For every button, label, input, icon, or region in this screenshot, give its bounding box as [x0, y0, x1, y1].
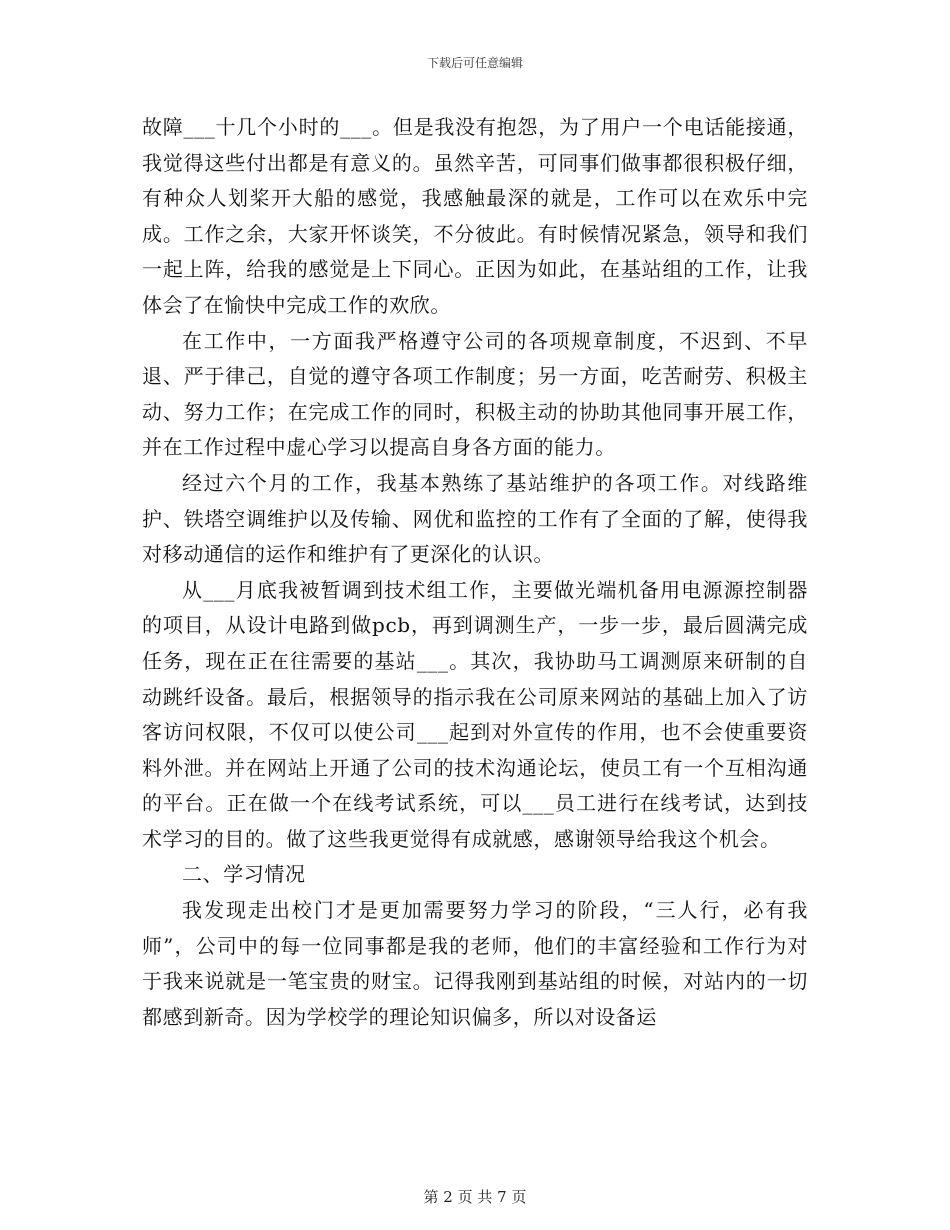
paragraph-6: 我发现走出校门才是更加需要努力学习的阶段，“三人行，必有我师”，公司中的每一位同事都是我的老师，他们的丰富经验和工作行为对于我来说就是一笔宝贵的财宝。记得我刚到基站组的时候，对站内的一切都感到新奇。因为学校学的理论知识偏多，所以对设备运 [142, 898, 808, 1029]
paragraph-3: 经过六个月的工作，我基本熟练了基站维护的各项工作。对线路维护、铁塔空调维护以及传输、网优和监控的工作有了全面的了解，使得我对移动通信的运作和维护有了更深化的认识。 [142, 470, 808, 567]
page-footer-indicator: 第 2 页 共 7 页 [423, 1188, 527, 1206]
paragraph-1: 故障___十几个小时的___。但是我没有抱怨，为了用户一个电话能接通，我觉得这些付出都是有意义的。虽然辛苦，可同事们做事都很积极仔细，有种众人划桨开大船的感觉，我感触最深的就是，工作可以在欢乐中完成。工作之余，大家开怀谈笑，不分彼此。有时候情况紧急，领导和我们一起上阵，给我的感觉是上下同心。正因为如此，在基站组的工作，让我体会了在愉快中完成工作的欢欣。 [142, 115, 808, 317]
page-header-note: 下载后可任意编辑 [426, 56, 523, 70]
document-body [142, 110, 808, 1035]
paragraph-2: 在工作中，一方面我严格遵守公司的各项规章制度，不迟到、不早退、严于律己，自觉的遵守各项工作制度；另一方面，吃苦耐劳、积极主动、努力工作；在完成工作的同时，积极主动的协助其他同事开展工作，并在工作过程中虚心学习以提高自身各方面的能力。 [142, 328, 808, 460]
paragraph-4: 从___月底我被暂调到技术组工作，主要做光端机备用电源源控制器的项目，从设计电路到做pcb，再到调测生产，一步一步，最后圆满完成任务，现在正在往需要的基站___。其次，我协助马工调测原来研制的自动跳纤设备。最后，根据领导的指示我在公司原来网站的基础上加入了访客访问权限，不仅可以使公司___起到对外宣传的作用，也不会使重要资料外泄。并在网站上开通了公司的技术沟通论坛，使员工有一个互相沟通的平台。正在做一个在线考试系统，可以___员工进行在线考试，达到技术学习的目的。做了这些我更觉得有成就感，感谢领导给我这个机会。 [142, 577, 808, 851]
section-heading-study: 二、学习情况 [182, 862, 306, 887]
